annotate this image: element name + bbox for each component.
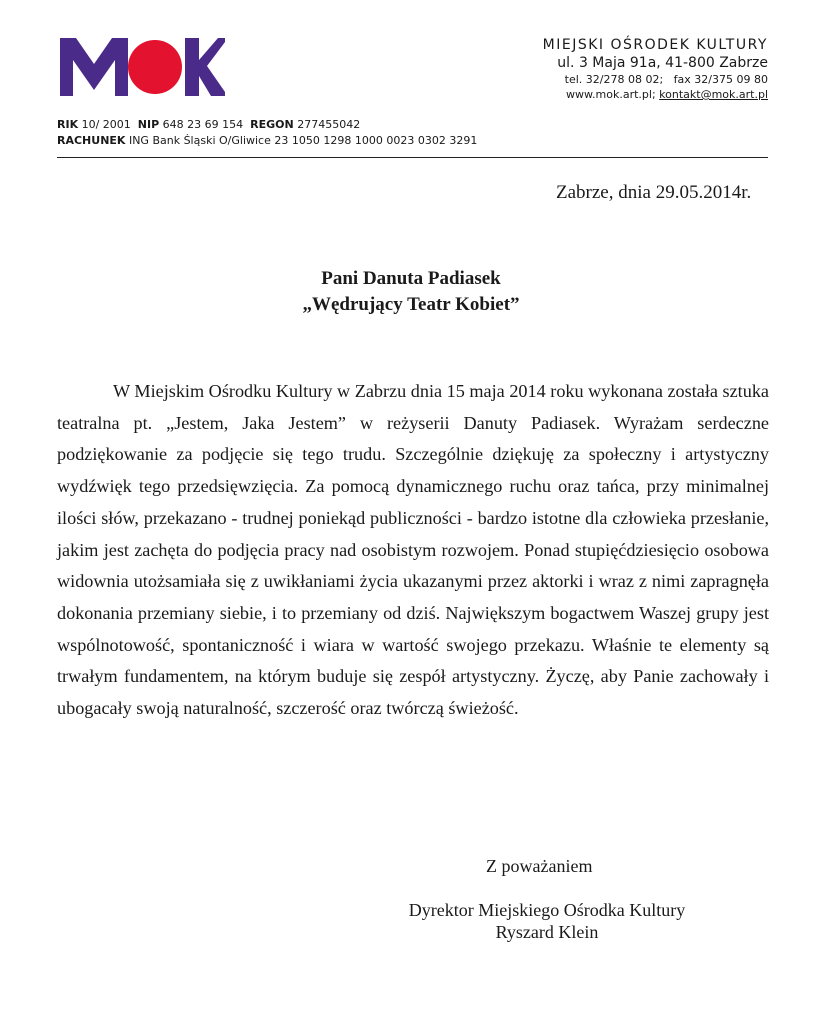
org-name: MIEJSKI OŚRODEK KULTURY [542,37,768,53]
account-value: ING Bank Śląski O/Gliwice 23 1050 1298 1000 0023 0302 3291 [128,134,478,147]
account-label: RACHUNEK [57,134,126,147]
signer-title: Dyrektor Miejskiego Ośrodka Kultury [408,900,686,920]
recipient-name: Pani Danuta Padiasek [321,268,501,289]
logo-letter-o [128,40,182,94]
signer-name: Ryszard Klein [495,922,599,942]
letter-date: Zabrze, dnia 29.05.2014r. [556,182,752,203]
rik-label: RIK [57,118,79,131]
org-address: ul. 3 Maja 91a, 41-800 Zabrze [557,55,768,71]
org-web-line [543,87,768,102]
logo-letter-m [60,38,128,96]
recipient-group: „Wędrujący Teatr Kobiet” [302,294,520,315]
recipient-block [0,266,822,318]
website-link[interactable]: www.mok.art.pl; [566,88,660,101]
closing-phrase: Z poważaniem [486,856,593,876]
registration-block [57,117,477,149]
bank-account [57,133,477,149]
mok-logo [60,38,225,96]
organization-block [543,36,768,102]
nip-label: NIP [137,118,160,131]
nip-value: 648 23 69 154 [162,118,244,131]
header-divider [57,157,768,158]
letter-body: W Miejskim Ośrodku Kultury w Zabrzu dnia 15 maja 2014 roku wykonana została sztuka teatralna pt. „Jestem, Jaka Jestem” w reżyserii Danuty Padiasek. Wyrażam serdeczne podziękowanie za podjęcie się tego trudu. Szczególnie dziękuję za społeczny i artystyczny wydźwięk tego przedsięwzięcia. Za pomocą dynamicznego ruchu oraz tańca, przy minimalnej ilości słów, przekazano - trudnej poniekąd publiczności - bardzo istotne dla człowieka przesłanie, jakim jest zachęta do podjęcia pracy nad osobistym rozwojem. Ponad stupięćdziesięcio osobowa widownia utożsamiała się z uwikłaniami życia ukazanymi przez aktorki i wraz z nimi zapragnęła dokonania przemiany siebie, i to przemiany od dziś. Największym bogactwem Waszej grupy jest wspólnotowość, spontaniczność i wiara w wartość swojego przekazu. Właśnie te elementy są trwałym fundamentem, na którym buduje się zespół artystyczny. Życzę, aby Panie zachowały i ubogacały swoją naturalność, szczerość oraz twórczą świeżość. [57,381,769,719]
org-phone-fax: tel. 32/278 08 02; fax 32/375 09 80 [564,73,768,86]
registration-numbers [57,117,477,133]
signature-block [392,899,702,943]
logo-letter-k [185,38,225,96]
rik-value: 10/ 2001 [81,118,131,131]
regon-label: REGON [250,118,294,131]
email-link[interactable]: kontakt@mok.art.pl [659,88,768,101]
regon-value: 277455042 [297,118,361,131]
